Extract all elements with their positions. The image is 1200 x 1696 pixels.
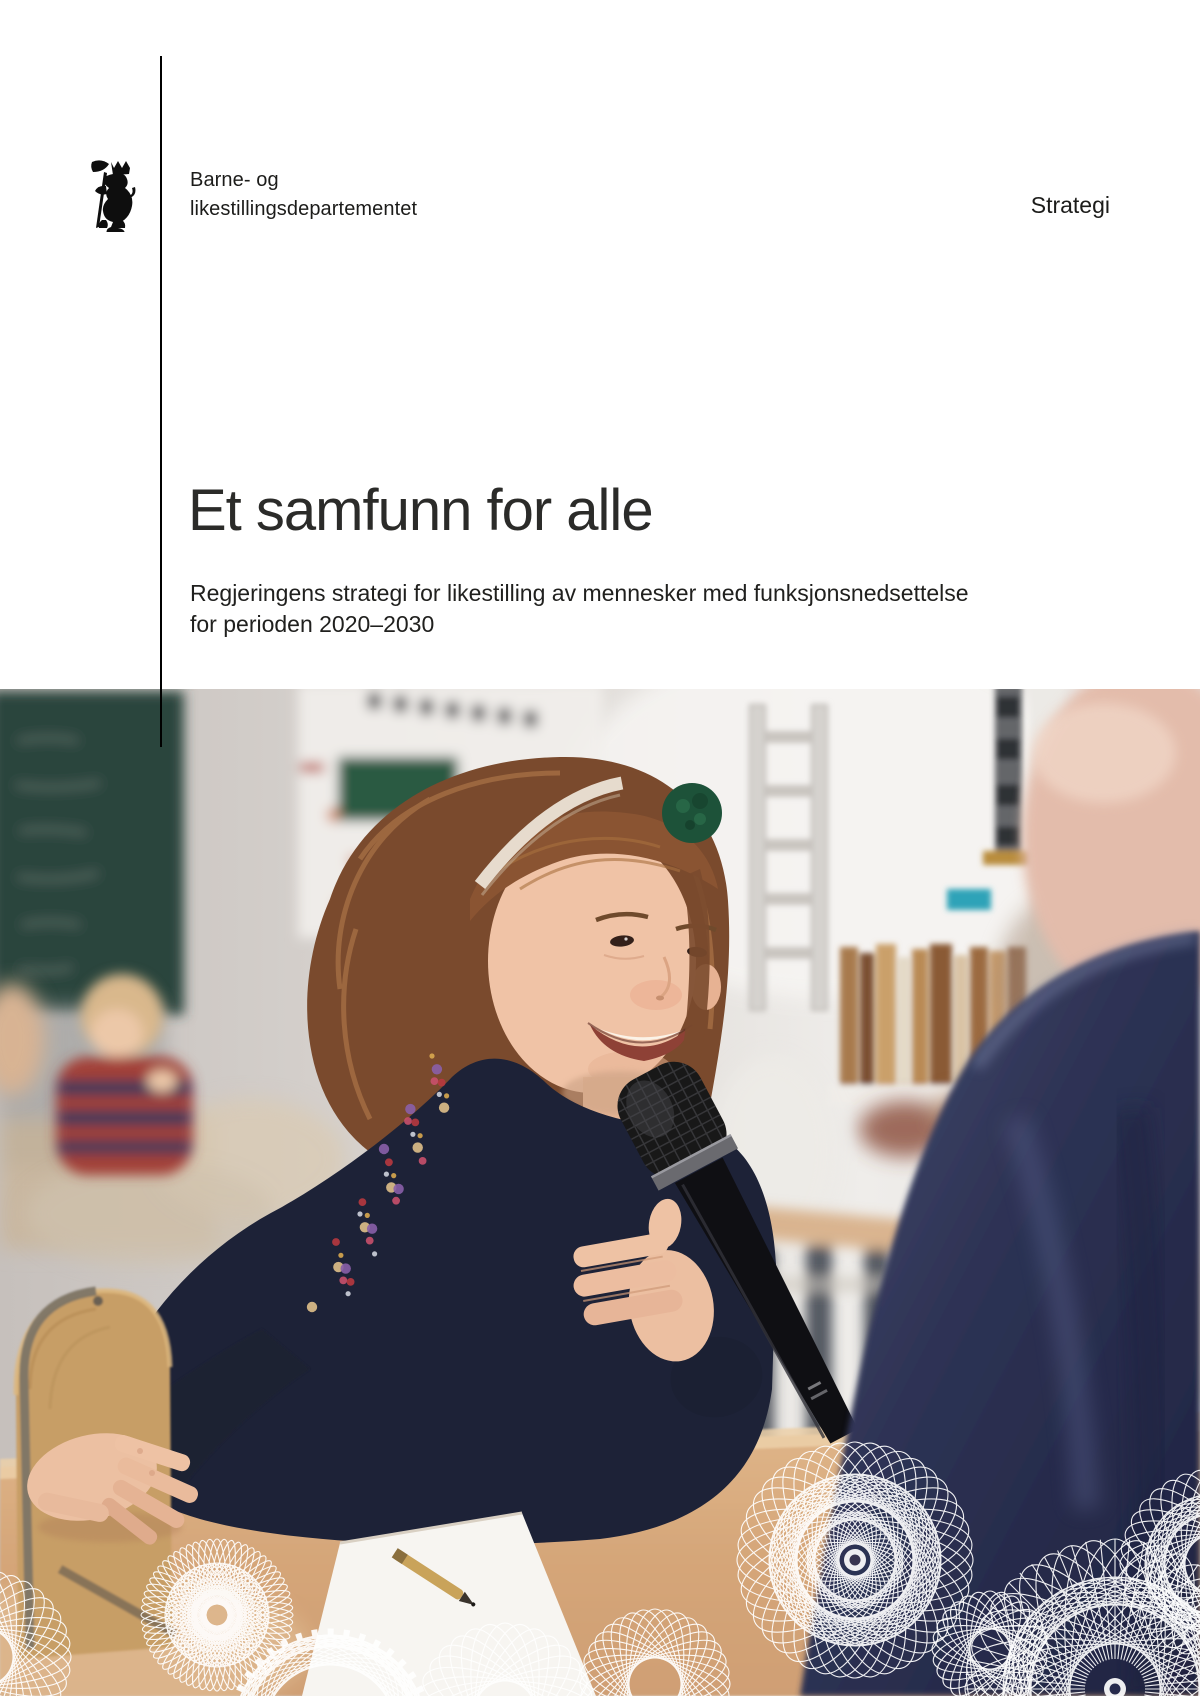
ministry-name-line2: likestillingsdepartementet xyxy=(190,198,418,220)
cover-title: Et samfunn for alle xyxy=(188,478,653,543)
norway-coat-of-arms-icon xyxy=(84,158,140,232)
cover-subtitle-line2: for perioden 2020–2030 xyxy=(190,611,435,637)
cover-subtitle xyxy=(190,578,969,640)
chalkboard xyxy=(0,691,184,1015)
ministry-name-line1: Barne- og xyxy=(190,169,279,191)
cover-photo xyxy=(0,689,1200,1696)
green-pompom xyxy=(662,783,722,843)
document-type-label: Strategi xyxy=(1030,192,1110,218)
cover-subtitle-line1: Regjeringens strategi for likestilling av mennesker med funksjonsnedsettelse xyxy=(190,580,969,606)
ministry-name xyxy=(190,166,417,224)
divider-line xyxy=(160,56,162,747)
